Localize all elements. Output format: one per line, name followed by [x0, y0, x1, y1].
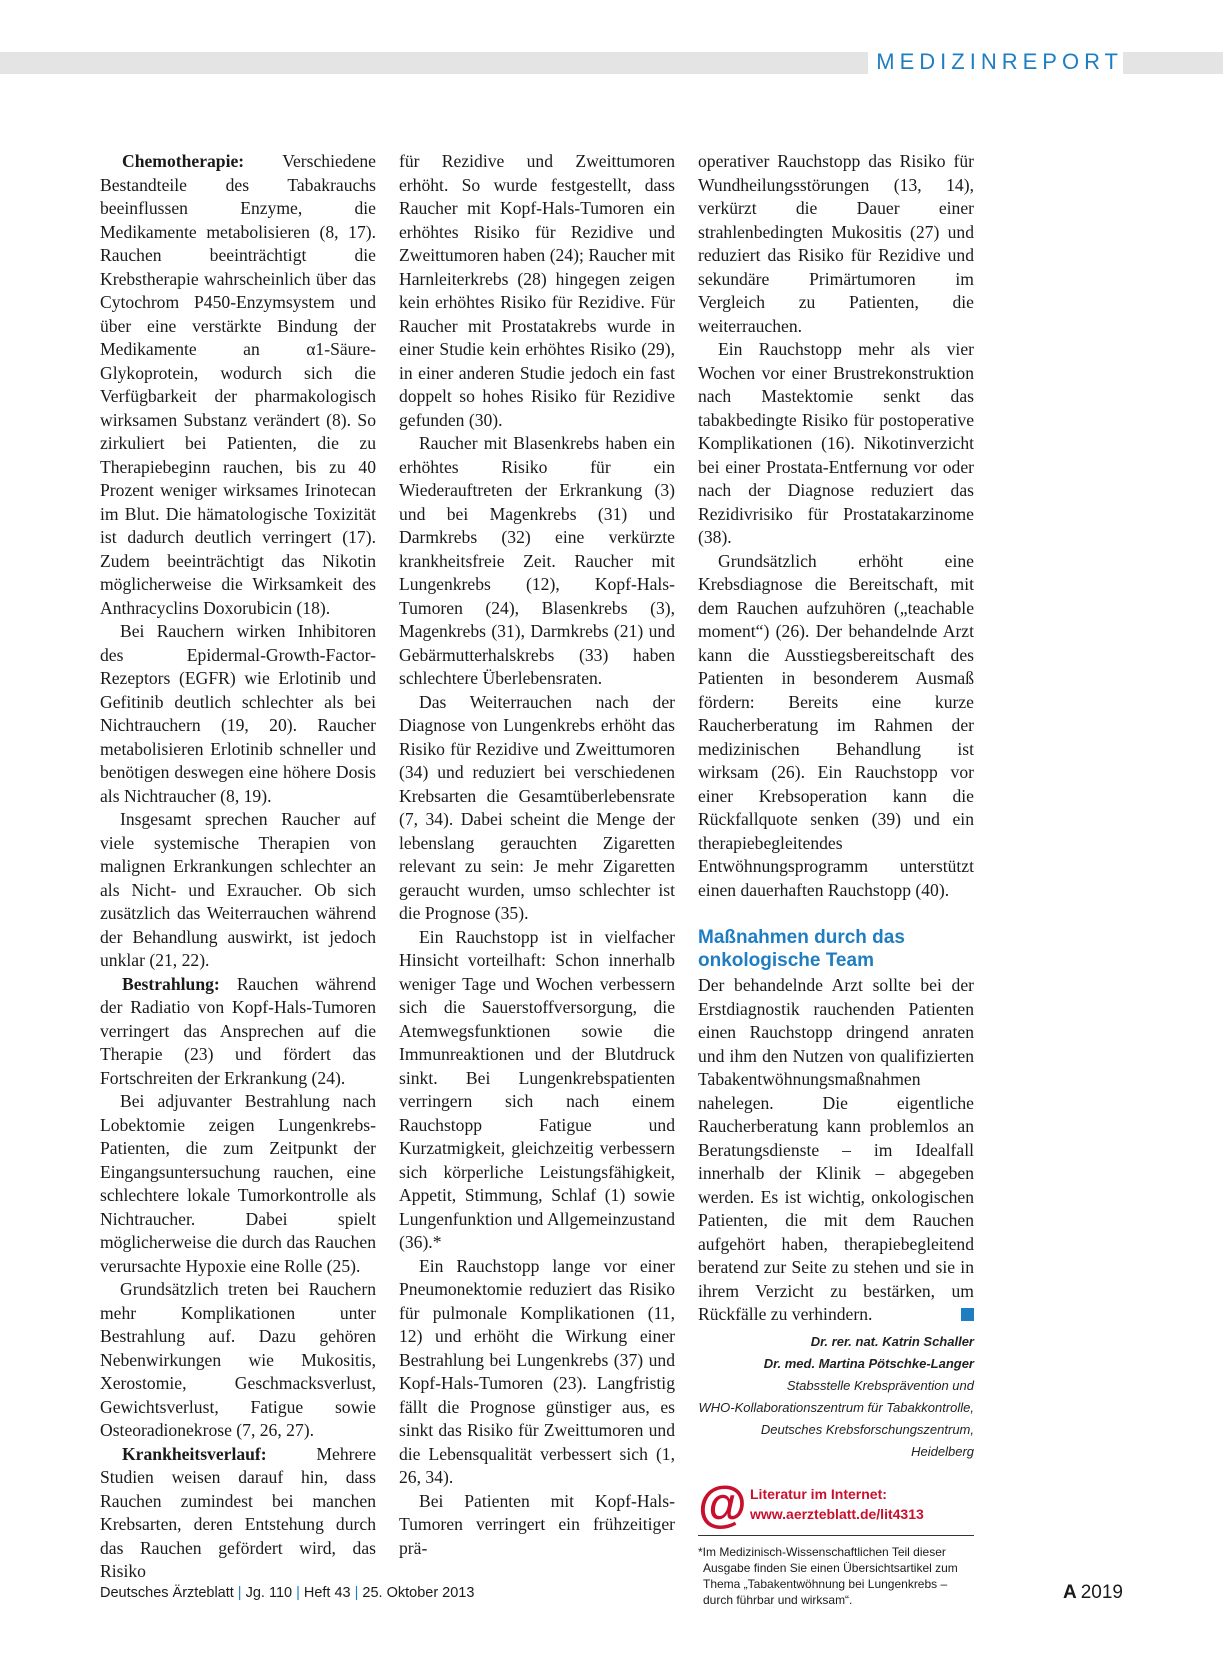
issue-date: 25. Oktober 2013 — [362, 1585, 475, 1601]
separator: | — [296, 1585, 300, 1601]
run-in-heading: Chemotherapie: — [122, 151, 245, 171]
run-in-heading: Bestrahlung: — [122, 973, 220, 994]
section-subheading: Maßnahmen durch das onkologische Team — [698, 927, 905, 971]
author-name: Dr. rer. nat. Katrin Schaller — [810, 1333, 974, 1349]
paragraph: Bei Patienten mit Kopf-Hals-Tumoren verringert ein frühzeitiger prä- — [399, 1490, 675, 1558]
affiliation-line: Stabsstelle Krebsprävention und — [786, 1377, 974, 1393]
volume: Jg. 110 — [245, 1585, 293, 1601]
author-block — [698, 1331, 974, 1463]
paragraph: für Rezidive und Zweittumoren erhöht. So wurde festgestellt, dass Raucher mit Kopf-Hals-Tumoren ein erhöhtes Risiko für Rezidive und Zweittumoren haben (24); Raucher mit Harnleiterkrebs (28) hingegen zeigen kein erhöhtes Risiko für Rezidive. Für Raucher mit Prostatakrebs wurde in einer Studie kein erhöhtes Risiko (29), in einer anderen Studie jedoch ein fast doppelt so hohes Risiko für Rezidive gefunden (30). — [399, 151, 675, 430]
paragraph: Ein Rauchstopp mehr als vier Wochen vor einer Brustrekonstruktion nach Mastektomie senkt das tabakbedingte Risiko für postoperative Komplikationen (16). Nikotinverzicht bei einer Prostata-Entfernung vor oder nach der Diagnose reduziert das Rezidivrisiko für Prostatakarzinome (38). — [698, 339, 974, 547]
paragraph — [100, 973, 376, 1091]
footnote: *Im Medizinisch-Wissenschaftlichen Teil dieser Ausgabe finden Sie einen Übersichtsartikel zum Thema „Tabakentwöhnung bei Lungenkrebs – durch führbar und wirksam“. — [698, 1544, 958, 1607]
literature-link[interactable]: www.aerzteblatt.de/lit4313 — [750, 1505, 924, 1522]
paragraph-text: Rauchen während der Radiatio von Kopf-Hals-Tumoren verringert das Ansprechen auf die Therapie (23) und fördert das Fortschreiten der Erkrankung (24). — [100, 973, 376, 1088]
paragraph — [698, 974, 974, 1327]
separator: | — [237, 1585, 242, 1601]
page-number-value: 2019 — [1080, 1582, 1123, 1603]
paragraph: Bei adjuvanter Bestrahlung nach Lobektomie zeigen Lungenkrebs-Patienten, die zum Zeitpunkt der Eingangsuntersuchung rauchen, eine schlechtere lokale Tumorkontrolle als Nichtraucher. Dabei spielt möglicherweise die durch das Rauchen verursachte Hypoxie eine Rolle (25). — [100, 1091, 376, 1276]
footer-citation — [100, 1585, 474, 1601]
paragraph: Insgesamt sprechen Raucher auf viele systemische Therapien von malignen Erkrankungen schlechter an als Nicht- und Exraucher. Ob sich zusätzlich das Weiterrauchen während der Behandlung auswirkt, ist jedoch unklar (21, 22). — [100, 809, 376, 970]
page-number — [1063, 1582, 1123, 1604]
literature-text — [750, 1484, 924, 1524]
section-label: MEDIZINREPORT — [868, 48, 1123, 76]
end-of-article-square-icon — [961, 1308, 974, 1321]
paragraph: Grundsätzlich erhöht eine Krebsdiagnose die Bereitschaft, mit dem Rauchen aufzuhören („teachable moment“) (26). Der behandelnde Arzt kann die Ausstiegsbereitschaft des Patienten in besonderem Ausmaß fördern: Bereits eine kurze Raucherberatung im Rahmen der medizinischen Behandlung ist wirksam (26). Ein Rauchstopp vor einer Krebsoperation kann die Rückfallquote senken (39) und ein therapiebegleitendes Entwöhnungsprogramm unterstützt einen dauerhaften Rauchstopp (40). — [698, 550, 974, 900]
paragraph-text: Mehrere Studien weisen darauf hin, dass Rauchen zumindest bei manchen Krebsarten, deren Entstehung durch das Rauchen gefördert wird, das Risiko — [100, 1443, 376, 1581]
paragraph: Ein Rauchstopp ist in vielfacher Hinsicht vorteilhaft: Schon innerhalb weniger Tage und Wochen verbessern sich die Sauerstoffversorgung, die Atemwegsfunktionen sowie die Immunreaktionen und der Blutdruck sinkt. Bei Lungenkrebspatienten verringern sich nach einem Rauchstopp Fatigue und Kurzatmigkeit, gleichzeitig verbessern sich körperliche Leistungsfähigkeit, Appetit, Stimmung, Schlaf (1) sowie Lungenfunktion und Allgemeinzustand (36).* — [399, 926, 675, 1252]
at-sign-icon: @ — [698, 1475, 747, 1532]
literature-box — [698, 1475, 974, 1536]
paragraph — [100, 150, 376, 620]
page-prefix: A — [1062, 1582, 1077, 1603]
paragraph — [100, 1443, 376, 1584]
run-in-heading: Krankheitsverlauf: — [122, 1443, 267, 1464]
separator: | — [354, 1585, 359, 1601]
affiliation-line: Deutsches Krebsforschungszentrum, Heidelberg — [760, 1421, 974, 1459]
paragraph: Das Weiterrauchen nach der Diagnose von Lungenkrebs erhöht das Risiko für Rezidive und Zweittumoren (34) und reduziert bei verschiedenen Krebsarten die Gesamtüberlebensrate (7, 34). Dabei scheint die Menge der lebenslang gerauchten Zigaretten relevant zu sein: Je mehr Zigaretten geraucht wurden, umso schlechter ist die Prognose (35). — [399, 691, 675, 923]
issue: Heft 43 — [303, 1585, 351, 1601]
column-2 — [399, 150, 675, 1560]
literature-label: Literatur im Internet: — [750, 1485, 887, 1502]
paragraph: operativer Rauchstopp das Risiko für Wundheilungsstörungen (13, 14), verkürzt die Dauer einer strahlenbedingten Mukositis (27) und reduziert das Risiko für Rezidive und sekundäre Primärtumoren im Vergleich zu Patienten, die weiterrauchen. — [698, 151, 974, 336]
paragraph-text: Verschiedene Bestandteile des Tabakrauchs beeinflussen Enzyme, die Medikamente metabolisieren (8, 17). Rauchen beeinträchtigt die Krebstherapie wahrscheinlich über das Cytochrom P450-Enzymsystem und über eine verstärkte Bindung der Medikamente an α1-Säure-Glykoprotein, wodurch sich die Verfügbarkeit der pharmakologisch wirksamen Substanz verändert (8). So zirkuliert bei Patienten, die zu Therapiebeginn rauchen, bis zu 40 Prozent weniger wirksames Irinotecan im Blut. Die hämatologische Toxizität ist dadurch deutlich verringert (17). Zudem beeinträchtigt das Nikotin möglicherweise die Wirksamkeit des Anthracyclins Doxorubicin (18). — [100, 151, 376, 618]
paragraph: Raucher mit Blasenkrebs haben ein erhöhtes Risiko für ein Wiederauftreten der Erkrankung (3) und bei Magenkrebs (31) und Darmkrebs (32) eine verkürzte krankheitsfreie Zeit. Raucher mit Lungenkrebs (12), Kopf-Hals-Tumoren (24), Blasenkrebs (3), Magenkrebs (31), Darmkrebs (21) und Gebärmutterhalskrebs (33) haben schlechtere Überlebensraten. — [399, 433, 675, 688]
paragraph-text: Der behandelnde Arzt sollte bei der Erstdiagnostik rauchenden Patienten einen Rauchstopp dringend anraten und ihm den Nutzen von qualifizierten Tabakentwöhnungsmaßnahmen nahelegen. Die eigentliche Raucherberatung kann problemlos an Beratungsdienste – im Idealfall innerhalb der Klinik – abgegeben werden. Es ist wichtig, onkologischen Patienten, die mit dem Rauchen aufgehört haben, therapiebegleitend beratend zur Seite zu stehen und sie in ihrem Verzicht zu bestärken, um Rückfälle zu verhindern. — [698, 975, 974, 1324]
paragraph: Grundsätzlich treten bei Rauchern mehr Komplikationen unter Bestrahlung auf. Dazu gehören Nebenwirkungen wie Mukositis, Xerostomie, Geschmacksverlust, Gewichtsverlust, Fatigue sowie Osteoradionekrose (7, 26, 27). — [100, 1279, 376, 1440]
author-name: Dr. med. Martina Pötschke-Langer — [763, 1355, 974, 1371]
paragraph: Ein Rauchstopp lange vor einer Pneumonektomie reduziert das Risiko für pulmonale Komplikationen (11, 12) und erhöht die Wirkung einer Bestrahlung bei Lungenkrebs (37) und Kopf-Hals-Tumoren (23). Langfristig fällt die Prognose günstiger aus, es sinkt das Risiko für Zweittumoren und die Lebensqualität verbessert sich (1, 26, 34). — [399, 1255, 675, 1487]
journal-name: Deutsches Ärzteblatt — [100, 1585, 234, 1601]
paragraph: Bei Rauchern wirken Inhibitoren des Epidermal-Growth-Factor-Rezeptors (EGFR) wie Erlotinib und Gefitinib deutlich schlechter als bei Nichtrauchern (19, 20). Raucher metabolisieren Erlotinib schneller und benötigen deswegen eine höhere Dosis als Nichtraucher (8, 19). — [100, 621, 376, 806]
column-3 — [698, 150, 974, 1608]
affiliation-line: WHO-Kollaborationszentrum für Tabakkontrolle, — [698, 1399, 974, 1415]
column-1 — [100, 150, 376, 1584]
